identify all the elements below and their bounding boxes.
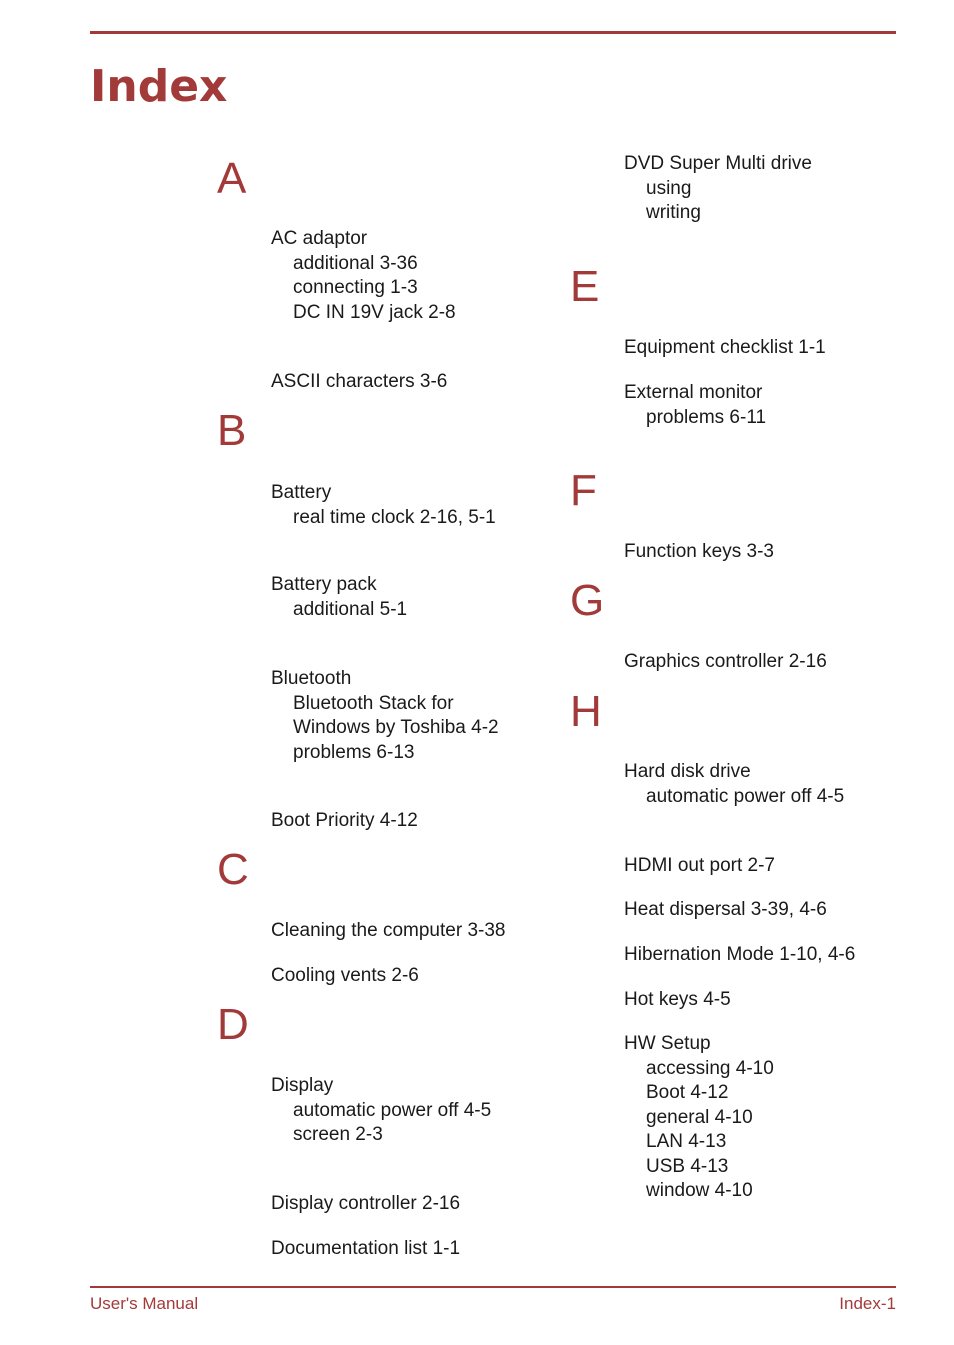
index-entry-equipment-checklist [624, 336, 826, 361]
index-entry-graphics-controller [624, 650, 827, 675]
index-entry-display [271, 1074, 491, 1148]
index-entry-hibernation-mode [624, 943, 855, 968]
section-letter-e: E [570, 262, 600, 311]
entry-sub: Bluetooth Stack for [293, 692, 454, 714]
entry-sub: problems 6-11 [646, 406, 767, 428]
section-letter-c: C [217, 845, 249, 894]
entry-main: Function keys 3-3 [624, 541, 774, 562]
footer-page-number: Index-1 [839, 1294, 896, 1313]
section-letter-h: H [570, 687, 602, 736]
entry-sub: writing [646, 202, 701, 223]
entry-sub: Windows by Toshiba 4-2 [293, 717, 499, 738]
entry-main: Hot keys 4-5 [624, 989, 731, 1010]
entry-main: HW Setup [624, 1033, 711, 1054]
entry-sub: general 4-10 [646, 1106, 753, 1128]
section-letter-g: G [570, 576, 605, 625]
entry-main: Graphics controller 2-16 [624, 651, 827, 672]
entry-sub: automatic power off 4-5 [293, 1099, 492, 1121]
entry-sub: USB 4-13 [646, 1155, 729, 1177]
entry-main: Equipment checklist 1-1 [624, 337, 826, 358]
index-entry-ac-adaptor [271, 227, 456, 325]
entry-main: ASCII characters 3-6 [271, 371, 448, 392]
entry-sub: problems 6-13 [293, 741, 415, 763]
index-entry-hw-setup [624, 1032, 774, 1204]
entry-main: Display [271, 1075, 334, 1096]
entry-main: Display controller 2-16 [271, 1193, 461, 1214]
entry-main: Boot Priority 4-12 [271, 810, 418, 831]
entry-main: Battery pack [271, 574, 377, 595]
entry-sub: additional 3-36 [293, 252, 418, 274]
entry-sub: screen 2-3 [293, 1124, 383, 1145]
index-entry-hot-keys [624, 988, 731, 1013]
entry-sub: window 4-10 [646, 1180, 753, 1201]
index-entry-cooling-vents [271, 964, 419, 989]
section-letter-b: B [217, 406, 247, 455]
entry-main: Bluetooth [271, 668, 352, 689]
entry-main: Documentation list 1-1 [271, 1238, 461, 1259]
footer-rule [90, 1286, 896, 1288]
entry-sub: Boot 4-12 [646, 1082, 729, 1103]
section-letter-d: D [217, 1000, 249, 1049]
entry-main: HDMI out port 2-7 [624, 855, 775, 876]
entry-main: External monitor [624, 382, 763, 403]
entry-sub: LAN 4-13 [646, 1131, 727, 1152]
entry-sub: connecting 1-3 [293, 277, 418, 298]
index-entry-function-keys [624, 540, 774, 565]
entry-main: DVD Super Multi drive [624, 153, 812, 174]
entry-main: Cleaning the computer 3-38 [271, 920, 506, 941]
index-entry-dvd-drive [624, 152, 812, 226]
entry-sub: automatic power off 4-5 [646, 785, 845, 807]
entry-main: AC adaptor [271, 228, 368, 249]
entry-main: Battery [271, 482, 332, 503]
entry-sub: DC IN 19V jack 2-8 [293, 301, 456, 323]
entry-sub: real time clock 2-16, 5-1 [293, 506, 496, 528]
section-letter-f: F [570, 466, 597, 515]
index-entry-hdmi-port [624, 854, 775, 879]
entry-main: Hard disk drive [624, 761, 751, 782]
page-title: Index [90, 61, 228, 112]
index-entry-external-monitor [624, 381, 766, 430]
entry-sub: additional 5-1 [293, 598, 408, 620]
entry-main: Hibernation Mode 1-10, 4-6 [624, 944, 856, 965]
index-entry-heat-dispersal [624, 898, 827, 923]
index-entry-boot-priority [271, 809, 418, 834]
entry-sub: using [646, 177, 692, 199]
index-entry-display-controller [271, 1192, 460, 1217]
section-letter-a: A [217, 154, 247, 203]
index-entry-hard-disk-drive [624, 760, 844, 809]
index-entry-battery [271, 481, 496, 530]
top-rule [90, 31, 896, 34]
index-entry-documentation [271, 1237, 460, 1262]
entry-sub: accessing 4-10 [646, 1057, 774, 1079]
entry-main: Cooling vents 2-6 [271, 965, 419, 986]
index-entry-cleaning [271, 919, 505, 944]
footer-manual-title: User's Manual [90, 1294, 199, 1313]
entry-main: Heat dispersal 3-39, 4-6 [624, 899, 827, 920]
index-entry-ascii [271, 370, 447, 395]
index-entry-battery-pack [271, 573, 407, 622]
index-entry-bluetooth [271, 667, 499, 765]
